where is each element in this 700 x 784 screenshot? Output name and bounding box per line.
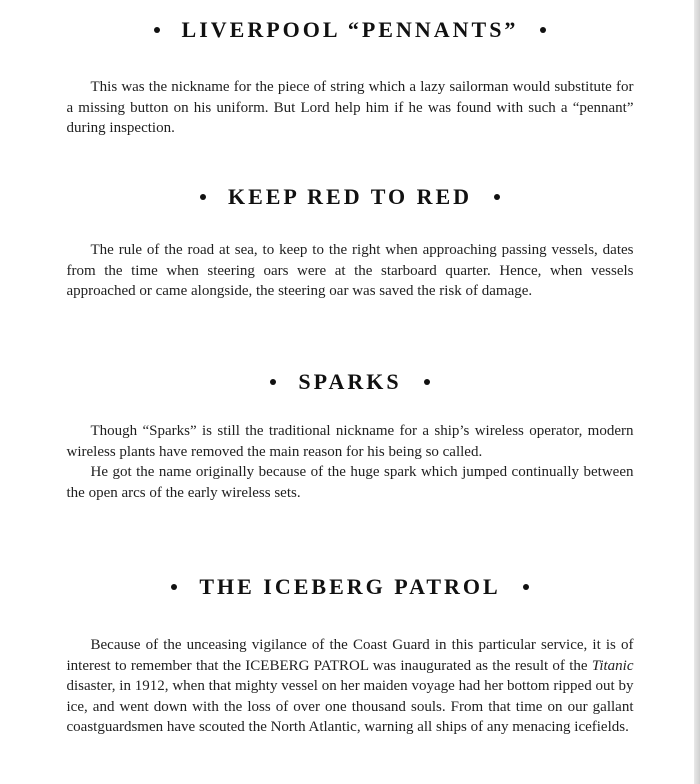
bullet-icon [270,379,276,385]
paragraph: This was the nickname for the piece of string which a lazy sailorman would substitute for a missing button on his uniform. But Lord help him if he was found with such a “pennant” during inspection. [66,79,634,136]
paragraph: The rule of the road at sea, to keep to the right when approaching passing vessels, dates from the time when steering oars were at the starboard quarter. Hence, when vessels approached or came alongside, the steering oar was saved the risk of damage. [66,242,634,299]
paragraph [67,635,634,738]
section-heading [0,576,700,598]
section-liverpool-pennants [0,19,700,139]
heading-text: THE ICEBERG PATROL [199,574,501,599]
paragraph: He got the name originally because of the huge spark which jumped continually between the open arcs of the early wireless sets. [66,464,634,501]
paragraph-text: disaster, in 1912, when that mighty vessel on her maiden voyage had her bottom ripped out by ice, and went down with the loss of over one thousand souls. From that time on our gallant coastguardsmen have scouted the North Atlantic, warning all ships of any menacing icefields. [66,678,634,735]
heading-text: LIVERPOOL “PENNANTS” [181,17,519,42]
section-body [67,635,634,738]
bullet-icon [523,584,529,590]
paragraph-text: Because of the unceasing vigilance of the Coast Guard in this particular service, it is of interest to remember that the ICEBERG PATROL was inaugurated as the result of the [66,637,634,674]
bullet-icon [154,27,160,33]
bullet-icon [494,194,500,200]
section-iceberg-patrol [0,576,700,738]
heading-text: SPARKS [298,369,402,394]
heading-text: KEEP RED TO RED [227,184,473,209]
paragraph: Though “Sparks” is still the traditional nickname for a ship’s wireless operator, modern wireless plants have removed the main reason for his being so called. [66,423,634,460]
section-body [67,421,634,503]
bullet-icon [540,27,546,33]
section-body [67,240,634,302]
ship-name-italic: Titanic [591,657,634,674]
bullet-icon [200,194,206,200]
section-heading [0,371,700,393]
bullet-icon [171,584,177,590]
section-sparks [0,371,700,503]
section-body [67,77,634,139]
section-heading [0,186,700,208]
section-heading [0,19,700,41]
section-keep-red-to-red [0,186,700,302]
bullet-icon [424,379,430,385]
